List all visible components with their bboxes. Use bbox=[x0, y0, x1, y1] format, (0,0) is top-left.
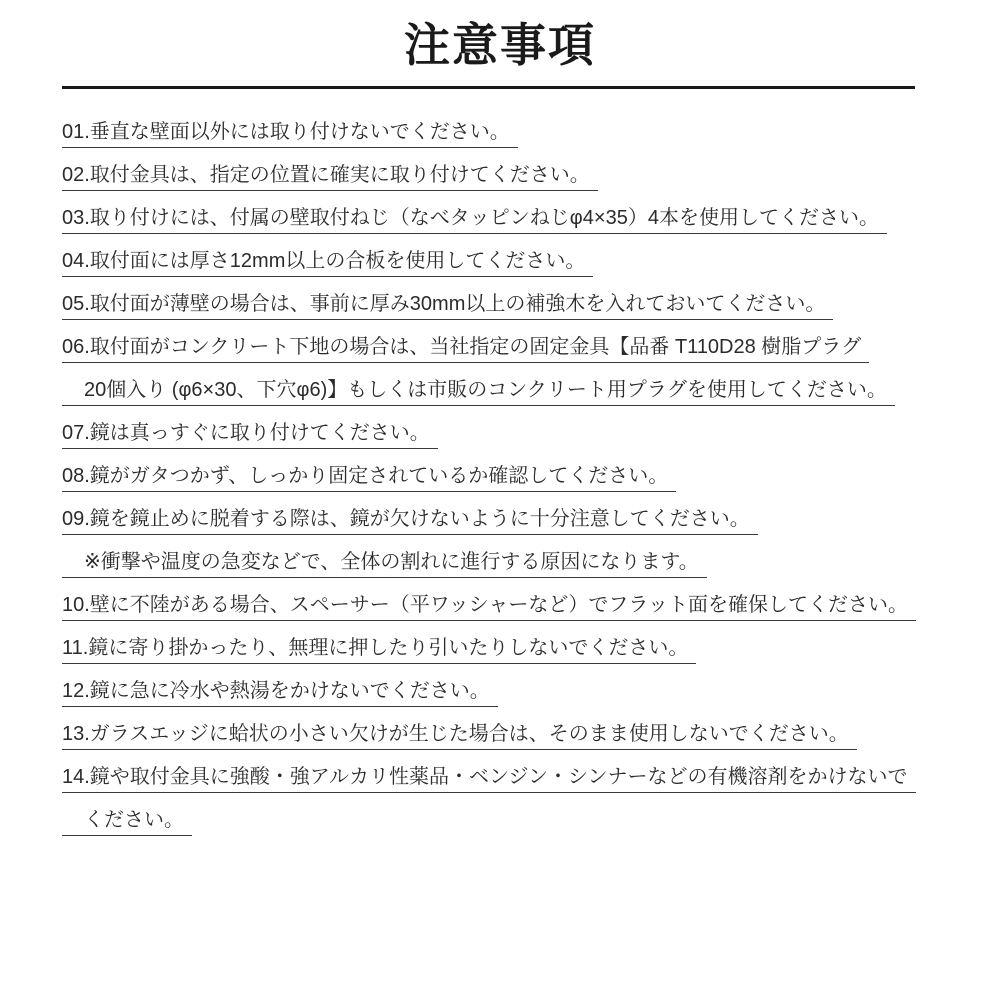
note-text: 11.鏡に寄り掛かったり、無理に押したり引いたりしないでください。 bbox=[62, 636, 696, 664]
note-text: 01.垂直な壁面以外には取り付けないでください。 bbox=[62, 120, 518, 148]
note-line-12 bbox=[62, 679, 1000, 722]
note-text: 08.鏡がガタつかず、しっかり固定されているか確認してください。 bbox=[62, 464, 676, 492]
note-text: 14.鏡や取付金具に強酸・強アルカリ性薬品・ベンジン・シンナーなどの有機溶剤をかけないで bbox=[62, 765, 916, 793]
page-title: 注意事項 bbox=[404, 19, 596, 71]
note-text: 09.鏡を鏡止めに脱着する際は、鏡が欠けないように十分注意してください。 bbox=[62, 507, 758, 535]
note-text: 13.ガラスエッジに蛤状の小さい欠けが生じた場合は、そのまま使用しないでください。 bbox=[62, 722, 857, 750]
note-line-03 bbox=[62, 206, 1000, 249]
note-line-09 bbox=[62, 507, 1000, 550]
note-text: 10.壁に不陸がある場合、スペーサー（平ワッシャーなど）でフラット面を確保してください。 bbox=[62, 593, 916, 621]
note-text: 03.取り付けには、付属の壁取付ねじ（なべタッピンねじφ4×35）4本を使用してください。 bbox=[62, 206, 887, 234]
note-line-09-remark bbox=[62, 550, 1000, 593]
note-line-14-continued bbox=[62, 808, 1000, 851]
note-text: 05.取付面が薄壁の場合は、事前に厚み30mm以上の補強木を入れておいてください。 bbox=[62, 292, 833, 320]
note-line-06 bbox=[62, 335, 1000, 378]
note-text: 12.鏡に急に冷水や熱湯をかけないでください。 bbox=[62, 679, 498, 707]
note-line-01 bbox=[62, 120, 1000, 163]
note-line-06-continued bbox=[62, 378, 1000, 421]
note-text: 07.鏡は真っすぐに取り付けてください。 bbox=[62, 421, 438, 449]
note-text: 06.取付面がコンクリート下地の場合は、当社指定の固定金具【品番 T110D28 樹脂プラグ bbox=[62, 335, 869, 363]
note-text: 02.取付金具は、指定の位置に確実に取り付けてください。 bbox=[62, 163, 598, 191]
notes-list bbox=[0, 120, 1000, 851]
note-line-04 bbox=[62, 249, 1000, 292]
note-line-07 bbox=[62, 421, 1000, 464]
note-line-11 bbox=[62, 636, 1000, 679]
note-text: 20個入り (φ6×30、下穴φ6)】もしくは市販のコンクリート用プラグを使用してください。 bbox=[62, 378, 895, 406]
note-line-02 bbox=[62, 163, 1000, 206]
note-text: ※衝撃や温度の急変などで、全体の割れに進行する原因になります。 bbox=[62, 550, 707, 578]
note-line-14 bbox=[62, 765, 1000, 808]
note-text: ください。 bbox=[62, 808, 192, 836]
note-line-13 bbox=[62, 722, 1000, 765]
note-text: 04.取付面には厚さ12mm以上の合板を使用してください。 bbox=[62, 249, 593, 277]
title-divider bbox=[62, 86, 915, 89]
note-line-05 bbox=[62, 292, 1000, 335]
note-line-10 bbox=[62, 593, 1000, 636]
note-line-08 bbox=[62, 464, 1000, 507]
